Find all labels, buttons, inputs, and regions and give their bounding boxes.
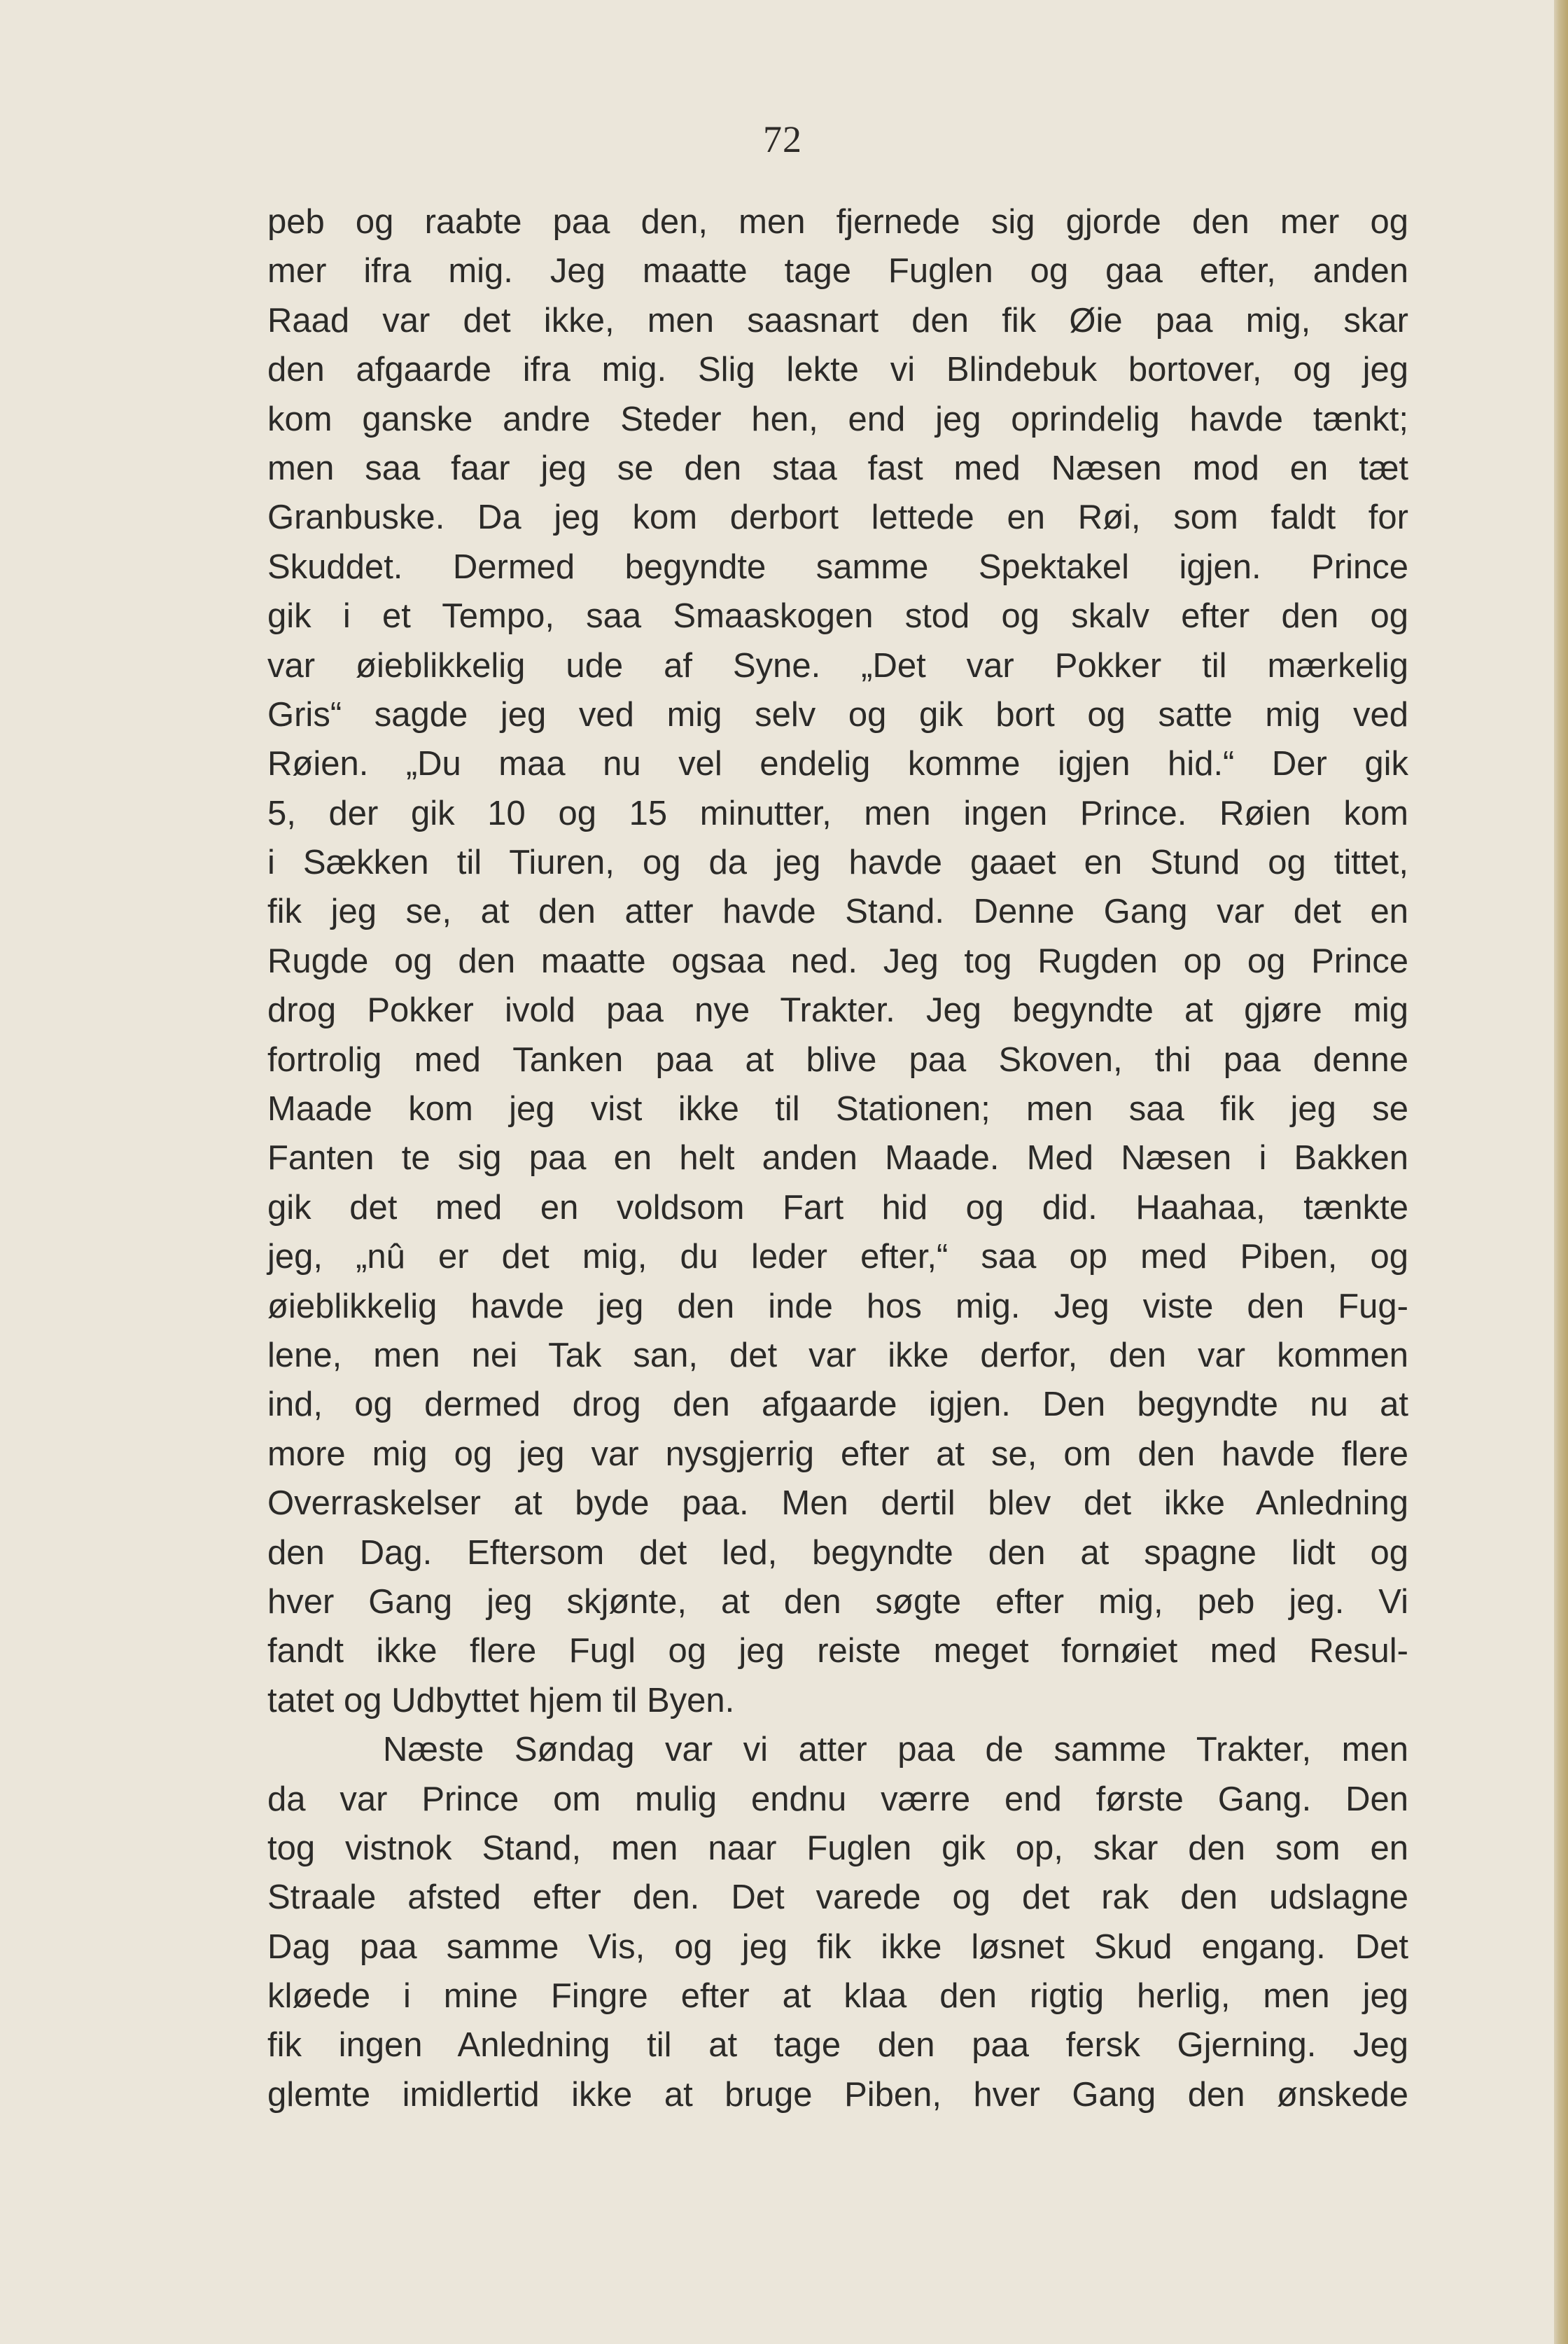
text-line: gik det med en voldsom Fart hid og did. Haahaa, tænkte [267, 1188, 1408, 1227]
text-line: mer ifra mig. Jeg maatte tage Fuglen og gaa efter, anden [267, 252, 1408, 291]
text-line: hver Gang jeg skjønte, at den søgte efter mig, peb jeg. Vi [267, 1582, 1408, 1621]
text-line: fik ingen Anledning til at tage den paa fersk Gjerning. Jeg [267, 2026, 1408, 2065]
page-edge [1554, 0, 1568, 2344]
text-line: Fanten te sig paa en helt anden Maade. Med Næsen i Bakken [267, 1139, 1408, 1178]
text-line: gik i et Tempo, saa Smaaskogen stod og skalv efter den og [267, 597, 1408, 636]
text-line: Røien. „Du maa nu vel endelig komme igjen hid.“ Der gik [267, 745, 1408, 783]
text-line: ind, og dermed drog den afgaarde igjen. Den begyndte nu at [267, 1386, 1408, 1424]
text-line: jeg, „nû er det mig, du leder efter,“ saa op med Piben, og [267, 1238, 1408, 1276]
text-line: fik jeg se, at den atter havde Stand. Denne Gang var det en [267, 893, 1408, 931]
text-line: drog Pokker ivold paa nye Trakter. Jeg begyndte at gjøre mig [267, 991, 1408, 1030]
text-line: men saa faar jeg se den staa fast med Næsen mod en tæt [267, 449, 1408, 487]
text-line: Maade kom jeg vist ikke til Stationen; men saa fik jeg se [267, 1090, 1408, 1129]
text-line: Skuddet. Dermed begyndte samme Spektakel igjen. Prince [267, 547, 1408, 586]
text-line: lene, men nei Tak san, det var ikke derfor, den var kommen [267, 1336, 1408, 1374]
text-line: Gris“ sagde jeg ved mig selv og gik bort og satte mig ved [267, 695, 1408, 734]
text-line: den afgaarde ifra mig. Slig lekte vi Blindebuk bortover, og jeg [267, 351, 1408, 389]
text-line: Straale afsted efter den. Det varede og det rak den udslagne [267, 1878, 1408, 1917]
text-line: Dag paa samme Vis, og jeg fik ikke løsnet Skud engang. Det [267, 1927, 1408, 1966]
text-line: øieblikkelig havde jeg den inde hos mig. Jeg viste den Fug- [267, 1287, 1408, 1325]
text-line: den Dag. Eftersom det led, begyndte den at spagne lidt og [267, 1533, 1408, 1572]
text-line: more mig og jeg var nysgjerrig efter at se, om den havde flere [267, 1435, 1408, 1473]
text-line: Næste Søndag var vi atter paa de samme Trakter, men [383, 1731, 1408, 1769]
text-line: i Sækken til Tiuren, og da jeg havde gaaet en Stund og tittet, [267, 844, 1408, 882]
text-line: Overraskelser at byde paa. Men dertil blev det ikke Anledning [267, 1484, 1408, 1523]
text-line: Rugde og den maatte ogsaa ned. Jeg tog Rugden op og Prince [267, 942, 1408, 980]
text-line: fortrolig med Tanken paa at blive paa Skoven, thi paa denne [267, 1040, 1408, 1079]
text-line: kløede i mine Fingre efter at klaa den rigtig herlig, men jeg [267, 1977, 1408, 2016]
text-line: peb og raabte paa den, men fjernede sig gjorde den mer og [267, 203, 1408, 241]
text-line: fandt ikke flere Fugl og jeg reiste meget fornøiet med Resul- [267, 1632, 1408, 1670]
text-line: Granbuske. Da jeg kom derbort lettede en Røi, som faldt for [267, 498, 1408, 537]
page-number: 72 [763, 118, 802, 160]
text-line: kom ganske andre Steder hen, end jeg oprindelig havde tænkt; [267, 400, 1408, 438]
text-line: da var Prince om mulig endnu værre end første Gang. Den [267, 1780, 1408, 1818]
text-line: Raad var det ikke, men saasnart den fik Øie paa mig, skar [267, 301, 1408, 340]
text-line: var øieblikkelig ude af Syne. „Det var Pokker til mærkelig [267, 646, 1408, 685]
text-line: glemte imidlertid ikke at bruge Piben, hver Gang den ønskede [267, 2075, 1408, 2114]
text-line: tog vistnok Stand, men naar Fuglen gik op, skar den som en [267, 1829, 1408, 1867]
text-line: 5, der gik 10 og 15 minutter, men ingen Prince. Røien kom [267, 794, 1408, 832]
body-text [267, 197, 1408, 2119]
text-line: tatet og Udbyttet hjem til Byen. [267, 1681, 735, 1719]
